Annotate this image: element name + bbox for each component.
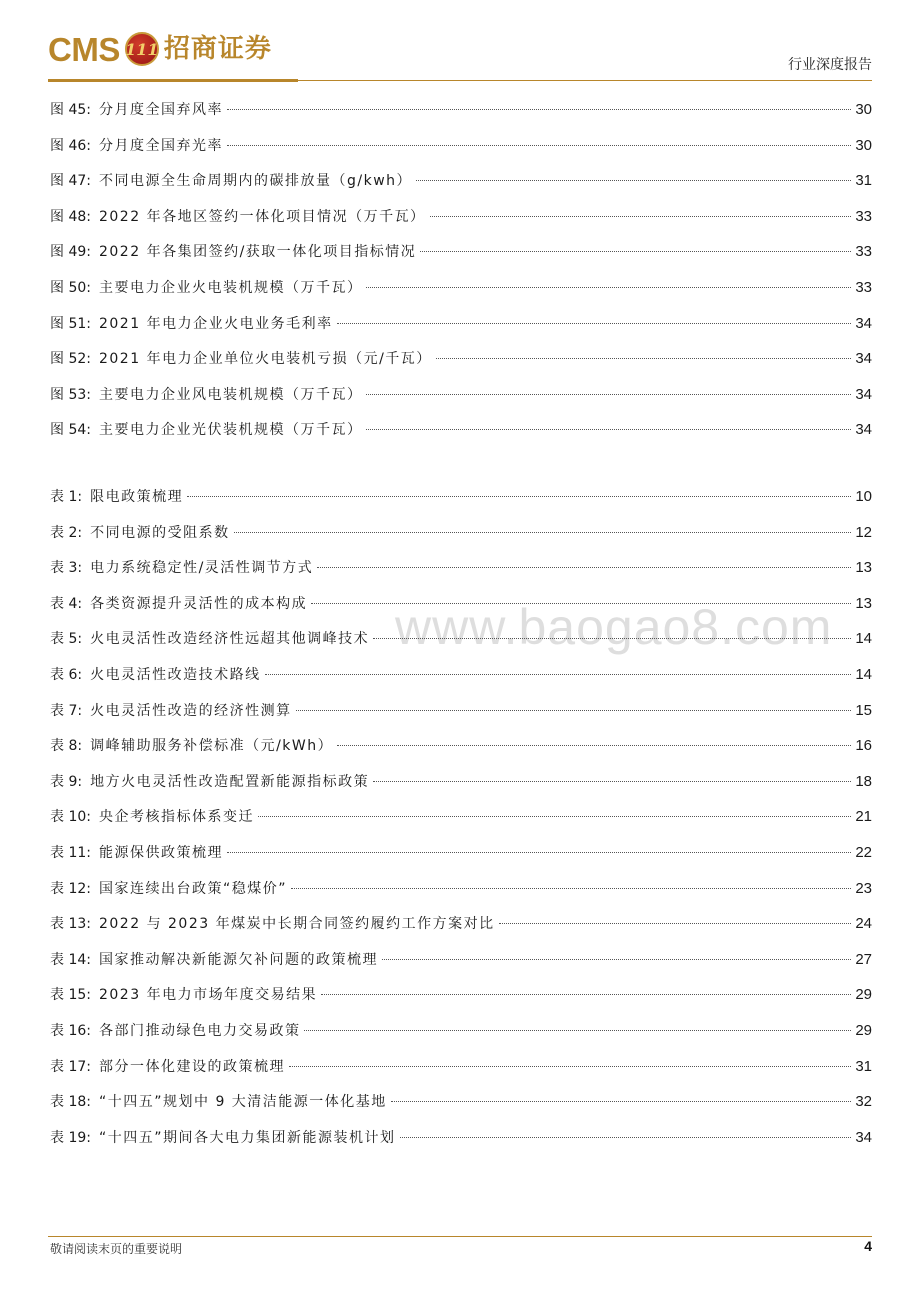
- entry-label: 图 50:: [50, 279, 91, 296]
- entry-page-number: 33: [855, 207, 872, 225]
- entry-label: 表 5:: [50, 631, 83, 648]
- figure-index-entry[interactable]: [50, 385, 872, 421]
- dot-leader: [499, 923, 852, 924]
- dot-leader: [265, 674, 852, 675]
- dot-leader: [227, 145, 851, 146]
- entry-label: 表 7:: [50, 702, 83, 719]
- entry-title: 央企考核指标体系变迁: [98, 809, 254, 826]
- dot-leader: [291, 888, 851, 889]
- entry-title: 调峰辅助服务补偿标准（元/kWh）: [90, 738, 334, 755]
- page-header: [0, 0, 920, 84]
- entry-label: 表 2:: [50, 524, 83, 541]
- entry-title: 2022 年各地区签约一体化项目情况（万千瓦）: [98, 208, 426, 225]
- entry-label: 表 17:: [50, 1058, 91, 1075]
- table-index-entry[interactable]: [50, 594, 872, 630]
- entry-title: 分月度全国弃风率: [98, 102, 223, 118]
- logo-emblem-icon: 111: [125, 32, 159, 66]
- entry-label: 图 46:: [50, 137, 91, 154]
- table-index-entry[interactable]: [50, 843, 872, 879]
- entry-label: 图 54:: [50, 422, 91, 439]
- dot-leader: [436, 358, 852, 359]
- entry-label: 表 3:: [50, 560, 83, 577]
- dot-leader: [373, 638, 851, 639]
- figure-index-entry[interactable]: [50, 420, 872, 456]
- figure-index-entry[interactable]: [50, 314, 872, 350]
- entry-title: “十四五”规划中 9 大清洁能源一体化基地: [98, 1094, 387, 1111]
- entry-title: 分月度全国弃光率: [98, 137, 223, 154]
- entry-page-number: 30: [855, 101, 872, 118]
- entry-title: 电力系统稳定性/灵活性调节方式: [90, 560, 314, 577]
- entry-page-number: 29: [855, 1021, 872, 1039]
- dot-leader: [187, 496, 851, 497]
- entry-title: 限电政策梳理: [90, 489, 184, 505]
- entry-page-number: 22: [855, 843, 872, 861]
- entry-page-number: 29: [855, 986, 872, 1004]
- figure-index-entry[interactable]: [50, 136, 872, 172]
- entry-title: 地方火电灵活性改造配置新能源指标政策: [90, 773, 370, 790]
- figure-index-entry[interactable]: [50, 349, 872, 385]
- figure-index-list: [50, 100, 872, 456]
- entry-title: 不同电源全生命周期内的碳排放量（g/kwh）: [98, 173, 413, 190]
- entry-title: 2021 年电力企业单位火电装机亏损（元/千瓦）: [98, 351, 432, 368]
- table-index-entry[interactable]: [50, 701, 872, 737]
- entry-title: 部分一体化建设的政策梳理: [98, 1058, 285, 1075]
- entry-title: 能源保供政策梳理: [98, 844, 223, 861]
- entry-page-number: 16: [855, 737, 872, 755]
- entry-title: 国家连续出台政策“稳煤价”: [98, 880, 287, 897]
- entry-page-number: 24: [855, 915, 872, 933]
- dot-leader: [382, 959, 851, 960]
- entry-label: 表 14:: [50, 951, 91, 968]
- entry-page-number: 13: [855, 594, 872, 612]
- entry-page-number: 14: [855, 665, 872, 683]
- entry-label: 图 51:: [50, 315, 91, 332]
- entry-page-number: 12: [855, 523, 872, 541]
- figure-index-entry[interactable]: [50, 207, 872, 243]
- entry-label: 图 48:: [50, 208, 91, 225]
- dot-leader: [289, 1066, 851, 1067]
- figure-index-entry[interactable]: [50, 242, 872, 278]
- table-index-entry[interactable]: [50, 1128, 872, 1164]
- table-index-entry[interactable]: [50, 629, 872, 665]
- entry-title: “十四五”期间各大电力集团新能源装机计划: [98, 1129, 396, 1146]
- dot-leader: [296, 710, 852, 711]
- entry-label: 表 10:: [50, 809, 91, 826]
- dot-leader: [234, 532, 852, 533]
- entry-label: 表 18:: [50, 1094, 91, 1111]
- table-index-entry[interactable]: [50, 1021, 872, 1057]
- entry-label: 图 53:: [50, 386, 91, 403]
- table-index-entry[interactable]: [50, 1092, 872, 1128]
- entry-page-number: 34: [855, 314, 872, 332]
- table-index-entry[interactable]: [50, 487, 872, 523]
- entry-label: 表 11:: [50, 844, 91, 861]
- dot-leader: [337, 323, 852, 324]
- entry-label: 表 19:: [50, 1129, 91, 1146]
- entry-title: 2021 年电力企业火电业务毛利率: [98, 315, 333, 332]
- entry-label: 表 16:: [50, 1022, 91, 1039]
- table-index-entry[interactable]: [50, 807, 872, 843]
- entry-title: 各部门推动绿色电力交易政策: [98, 1022, 301, 1039]
- table-index-entry[interactable]: [50, 665, 872, 701]
- header-divider-accent: [48, 79, 298, 82]
- dot-leader: [416, 180, 851, 181]
- entry-label: 图 47:: [50, 173, 91, 190]
- entry-title: 火电灵活性改造的经济性测算: [90, 702, 292, 719]
- entry-label: 图 45:: [50, 102, 91, 118]
- logo-chinese-text: 招商证券: [163, 34, 272, 64]
- dot-leader: [227, 109, 851, 110]
- entry-page-number: 30: [855, 136, 872, 154]
- table-index-entry[interactable]: [50, 879, 872, 915]
- dot-leader: [366, 287, 851, 288]
- dot-leader: [430, 216, 852, 217]
- entry-label: 表 9:: [50, 773, 83, 790]
- entry-title: 2022 与 2023 年煤炭中长期合同签约履约工作方案对比: [98, 916, 495, 933]
- figure-index-entry[interactable]: [50, 278, 872, 314]
- table-index-entry[interactable]: [50, 736, 872, 772]
- entry-title: 国家推动解决新能源欠补问题的政策梳理: [98, 951, 378, 968]
- dot-leader: [317, 567, 851, 568]
- table-index-entry[interactable]: [50, 1057, 872, 1093]
- entry-page-number: 33: [855, 243, 872, 261]
- entry-label: 表 15:: [50, 987, 91, 1004]
- entry-page-number: 34: [855, 385, 872, 403]
- entry-page-number: 23: [855, 879, 872, 897]
- entry-page-number: 34: [855, 350, 872, 368]
- entry-page-number: 31: [855, 172, 872, 190]
- entry-page-number: 18: [855, 772, 872, 790]
- entry-title: 各类资源提升灵活性的成本构成: [90, 595, 308, 612]
- entry-page-number: 34: [855, 421, 872, 439]
- entry-page-number: 32: [855, 1093, 872, 1111]
- entry-label: 表 12:: [50, 880, 91, 897]
- entry-label: 图 49:: [50, 244, 91, 261]
- entry-label: 表 8:: [50, 738, 83, 755]
- dot-leader: [400, 1137, 852, 1138]
- entry-page-number: 14: [855, 630, 872, 648]
- entry-label: 表 13:: [50, 916, 91, 933]
- watermark: www.baogao8.com: [395, 599, 833, 655]
- entry-title: 2023 年电力市场年度交易结果: [98, 987, 318, 1004]
- entry-label: 表 4:: [50, 595, 83, 612]
- entry-title: 主要电力企业风电装机规模（万千瓦）: [98, 386, 363, 403]
- entry-title: 主要电力企业光伏装机规模（万千瓦）: [98, 422, 363, 439]
- table-index-entry[interactable]: [50, 523, 872, 559]
- table-index-entry[interactable]: [50, 772, 872, 808]
- entry-label: 表 1:: [50, 489, 83, 505]
- dot-leader: [258, 816, 851, 817]
- entry-title: 主要电力企业火电装机规模（万千瓦）: [98, 279, 363, 296]
- dot-leader: [321, 994, 851, 995]
- table-index-entry[interactable]: [50, 914, 872, 950]
- dot-leader: [420, 251, 851, 252]
- dot-leader: [391, 1101, 852, 1102]
- logo-latin-text: CMS: [48, 30, 120, 68]
- table-index-entry[interactable]: [50, 985, 872, 1021]
- table-index-entry[interactable]: [50, 558, 872, 594]
- entry-page-number: 13: [855, 559, 872, 577]
- company-logo: [48, 32, 272, 66]
- figure-index-entry[interactable]: [50, 100, 872, 136]
- figure-index-entry[interactable]: [50, 171, 872, 207]
- dot-leader: [304, 1030, 851, 1031]
- entry-label: 表 6:: [50, 666, 83, 683]
- dot-leader: [366, 394, 851, 395]
- entry-page-number: 34: [855, 1128, 872, 1146]
- entry-title: 火电灵活性改造技术路线: [90, 666, 261, 683]
- entry-page-number: 21: [855, 808, 872, 826]
- dot-leader: [373, 781, 851, 782]
- entry-title: 2022 年各集团签约/获取一体化项目指标情况: [98, 244, 417, 261]
- report-type-label: 行业深度报告: [788, 57, 872, 73]
- entry-page-number: 31: [855, 1057, 872, 1075]
- dot-leader: [311, 603, 851, 604]
- entry-page-number: 10: [855, 488, 872, 505]
- table-index-entry[interactable]: [50, 950, 872, 986]
- footer-divider: [48, 1236, 872, 1237]
- page-number: 4: [864, 1238, 872, 1254]
- dot-leader: [227, 852, 851, 853]
- entry-title: 不同电源的受阻系数: [90, 524, 230, 541]
- dot-leader: [337, 745, 851, 746]
- table-index-list: [50, 487, 872, 1163]
- entry-page-number: 33: [855, 278, 872, 296]
- entry-page-number: 15: [855, 701, 872, 719]
- entry-title: 火电灵活性改造经济性远超其他调峰技术: [90, 631, 370, 648]
- entry-page-number: 27: [855, 950, 872, 968]
- dot-leader: [366, 429, 851, 430]
- entry-label: 图 52:: [50, 351, 91, 368]
- footer-disclaimer-note: 敬请阅读末页的重要说明: [50, 1242, 183, 1256]
